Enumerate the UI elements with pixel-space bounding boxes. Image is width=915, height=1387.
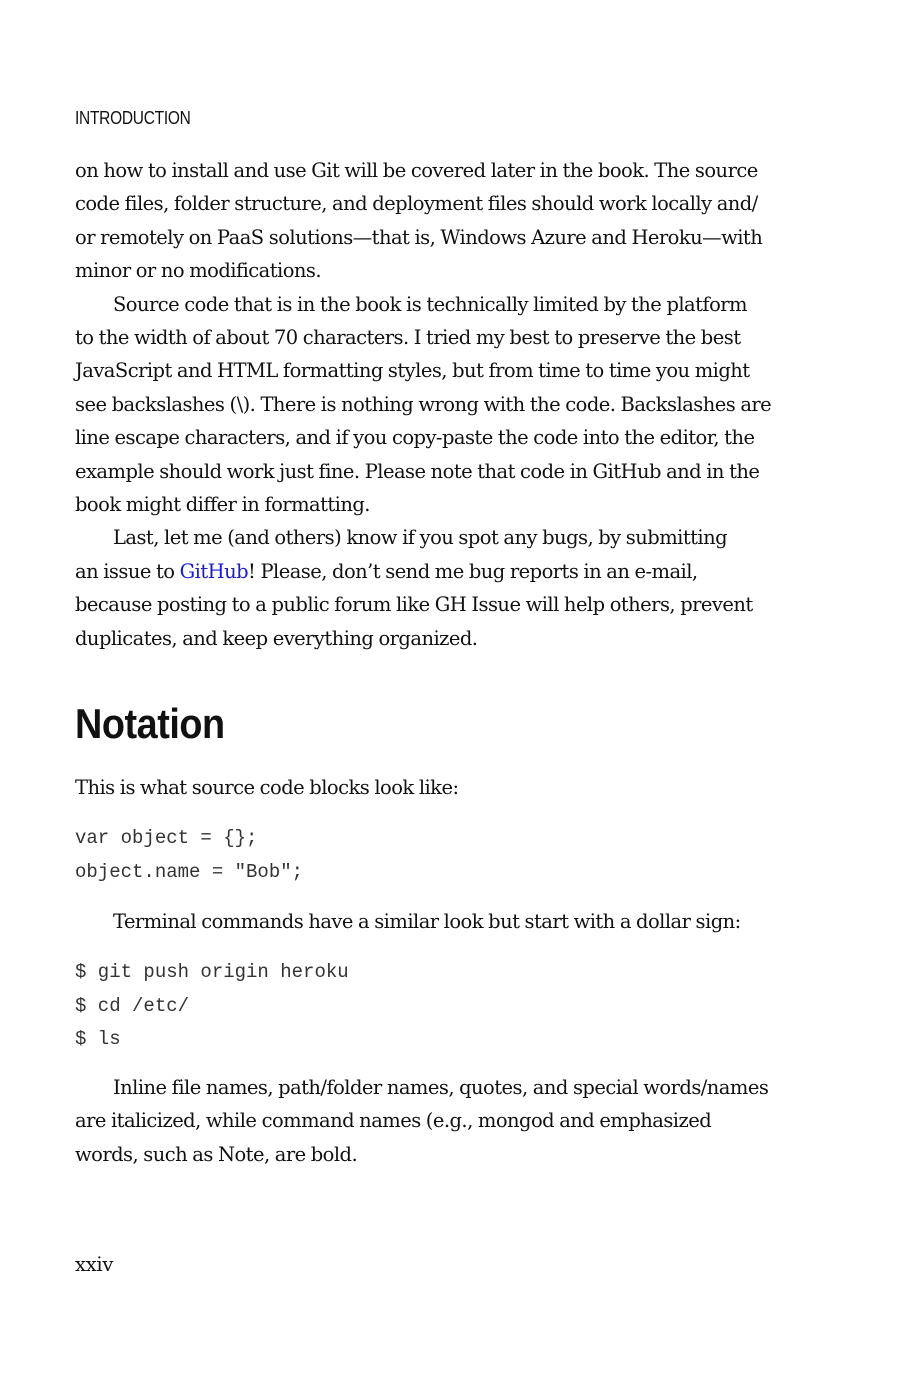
text-line: Last, let me (and others) know if you spot any bugs, by submitting	[113, 526, 728, 550]
paragraph-install-git	[75, 154, 815, 288]
running-head: INTRODUCTION	[75, 108, 191, 128]
text-line: are italicized, while command names (e.g., mongod and emphasized	[75, 1109, 712, 1133]
text-line: on how to install and use Git will be covered later in the book. The source	[75, 159, 758, 182]
text-fragment: ! Please, don’t send me bug reports in an e-mail,	[248, 559, 698, 583]
text-line: to the width of about 70 characters. I tried my best to preserve the best	[75, 326, 741, 350]
text-line: code files, folder structure, and deployment files should work locally and/	[75, 192, 758, 216]
code-block-javascript: var object = {}; object.name = "Bob";	[75, 827, 304, 883]
text-line: line escape characters, and if you copy-paste the code into the editor, the	[75, 426, 755, 450]
text-line: words, such as Note, are bold.	[75, 1142, 358, 1166]
text-line: minor or no modifications.	[75, 259, 322, 283]
book-page	[75, 0, 815, 1387]
page-number: xxiv	[75, 1253, 114, 1276]
text-line: JavaScript and HTML formatting styles, but from time to time you might	[75, 359, 750, 383]
paragraph-source-code-width	[75, 288, 815, 522]
text-line: see backslashes (\). There is nothing wrong with the code. Backslashes are	[75, 392, 772, 416]
text-line: because posting to a public forum like GH Issue will help others, prevent	[75, 593, 753, 617]
section-heading-notation: Notation	[75, 700, 225, 747]
body-text	[75, 154, 815, 655]
terminal-intro: Terminal commands have a similar look but start with a dollar sign:	[113, 910, 741, 933]
github-link[interactable]: GitHub	[179, 559, 249, 583]
text-line: or remotely on PaaS solutions—that is, Windows Azure and Heroku—with	[75, 225, 763, 249]
text-line: duplicates, and keep everything organized.	[75, 626, 478, 650]
text-line: Inline file names, path/folder names, quotes, and special words/names	[113, 1076, 769, 1099]
text-line: Source code that is in the book is technically limited by the platform	[113, 292, 747, 316]
code-block-terminal: $ git push origin heroku $ cd /etc/ $ ls	[75, 961, 349, 1050]
text-fragment: an issue to	[75, 559, 180, 583]
text-line-with-link	[75, 555, 815, 588]
notation-intro: This is what source code blocks look like:	[75, 776, 459, 799]
paragraph-report-bugs	[75, 521, 815, 655]
text-line: example should work just fine. Please note that code in GitHub and in the	[75, 459, 760, 483]
paragraph-inline-formatting	[75, 1071, 768, 1171]
text-line: book might differ in formatting.	[75, 493, 370, 517]
